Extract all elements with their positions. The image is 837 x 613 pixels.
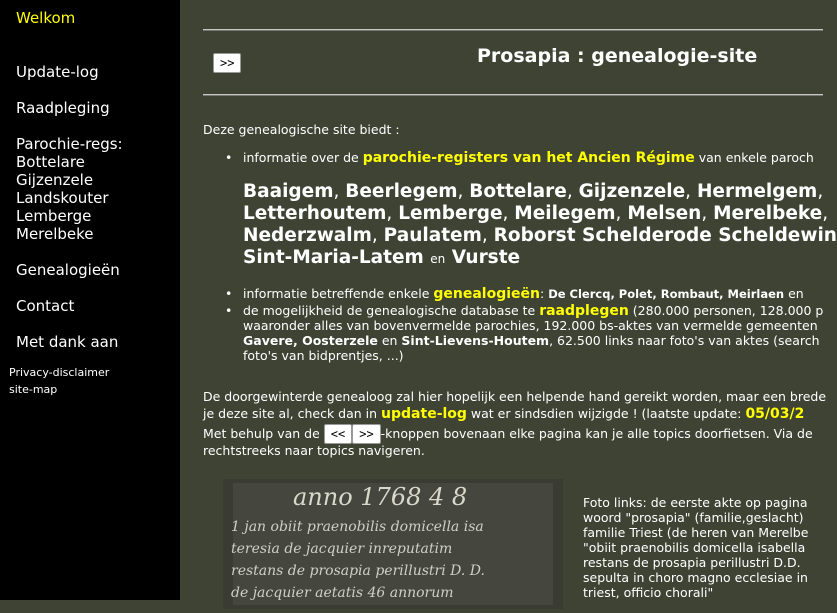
handwriting-line: teresia de jacquier inreputatim (231, 541, 453, 557)
sitemap-link[interactable]: site-map (9, 383, 58, 396)
intro-text: Deze genealogische site biedt : (203, 122, 400, 137)
bullet-text: de mogelijkheid de genealogische database te (243, 303, 540, 318)
bullet-text: informatie betreffende enkele (243, 286, 434, 301)
bullet-text: en (784, 286, 804, 301)
sidebar-item-consultation[interactable]: Raadpleging (16, 99, 110, 117)
parish-links-row-3: Nederzwalm, Paulatem, Roborst Schelderode Scheldewin (243, 225, 837, 246)
handwriting-image (223, 479, 563, 609)
parish-link-nederzwalm[interactable]: Nederzwalm (243, 225, 372, 246)
sidebar-item-thanks[interactable]: Met dank aan (16, 333, 119, 351)
handwriting-line: 1 jan obiit praenobilis domicella isa (231, 519, 484, 535)
sidebar-item-parish-merelbeke[interactable]: Merelbeke (16, 225, 94, 243)
bullet-text: : (540, 286, 549, 301)
sidebar-item-parish-title[interactable]: Parochie-regs: (16, 135, 123, 153)
next-page-button[interactable]: >> (213, 53, 241, 73)
parish-link-gijzenzele[interactable]: Gijzenzele (578, 181, 686, 202)
sidebar-item-contact[interactable]: Contact (16, 297, 75, 315)
sidebar-item-welcome[interactable]: Welkom (16, 9, 76, 27)
paragraph-line-4: rechtstreeks naar topics navigeren. (203, 443, 425, 458)
sidebar-item-parish-gijzenzele[interactable]: Gijzenzele (16, 171, 94, 189)
database-line-3 (243, 333, 820, 348)
paragraph-line-2 (203, 406, 804, 422)
caption-line: woord "prosapia" (familie,geslacht) (583, 510, 804, 525)
paragraph-text: Met behulp van de (203, 426, 324, 441)
parish-links-row-1: Baaigem, Beerlegem, Bottelare, Gijzenzele, Hermelgem, (243, 181, 824, 202)
database-line-4: foto's van bidprentjes, ...) (243, 348, 404, 363)
sidebar-item-parish-lemberge[interactable]: Lemberge (16, 207, 92, 225)
parish-registers-link[interactable]: parochie-registers van het Ancien Régime (362, 150, 695, 166)
gavere-oosterzele-link[interactable]: Gavere, Oosterzele (243, 333, 378, 348)
main-content (180, 0, 837, 601)
top-divider (203, 29, 823, 31)
caption-line: Foto links: de eerste akte op pagina (583, 495, 808, 510)
example-prev-button[interactable]: << (324, 424, 352, 444)
caption-line: triest, officio chorali" (583, 585, 714, 600)
caption-line: "obiit praenobilis domicella isabella (583, 540, 806, 555)
parish-links-row-2: Letterhoutem, Lemberge, Meilegem, Melsen, Merelbeke, (243, 203, 829, 224)
bullet-text: , 62.500 links naar foto's van aktes (search (549, 333, 820, 348)
parish-link-roborst[interactable]: Roborst (493, 225, 576, 246)
sidebar (0, 0, 180, 600)
header-divider (203, 94, 823, 96)
paragraph-text: -knoppen bovenaan elke pagina kan je alle topics doorfietsen. Via de (380, 426, 813, 441)
sint-lievens-houtem-link[interactable]: Sint-Lievens-Houtem (401, 333, 550, 348)
caption-line: restans de prosapia perillustri D.D. (583, 555, 801, 570)
parish-link-letterhoutem[interactable]: Letterhoutem (243, 203, 387, 224)
parish-link-baaigem[interactable]: Baaigem (243, 181, 334, 202)
paragraph-text: je deze site al, check dan in (203, 406, 382, 421)
bullet-database (243, 303, 823, 319)
update-log-link[interactable]: update-log (381, 406, 467, 422)
handwriting-line: restans de prosapia perillustri D. D. (231, 563, 485, 579)
parish-link-bottelare[interactable]: Bottelare (469, 181, 567, 202)
parish-link-merelbeke[interactable]: Merelbeke (713, 203, 823, 224)
bullet-genealogies (243, 286, 804, 302)
example-next-button[interactable]: >> (352, 424, 380, 444)
register-photo (223, 479, 563, 609)
sidebar-item-parish-bottelare[interactable]: Bottelare (16, 153, 85, 171)
paragraph-line-1: De doorgewinterde genealoog zal hier hopelijk een helpende hand gereikt worden, maar een brede (203, 389, 827, 404)
parish-links-and: en (430, 252, 446, 266)
parish-link-hermelgem[interactable]: Hermelgem (696, 181, 818, 202)
caption-line: familie Triest (de heren van Merelbe (583, 525, 809, 540)
parish-links-row-4 (243, 247, 520, 270)
bullet-parish-registers (243, 150, 814, 166)
parish-link-paulatem[interactable]: Paulatem (383, 225, 482, 246)
bullet-text: en (377, 333, 402, 348)
parish-link-melsen[interactable]: Melsen (627, 203, 702, 224)
parish-link-beerlegem[interactable]: Beerlegem (345, 181, 458, 202)
parish-link-vurste[interactable]: Vurste (451, 247, 521, 268)
privacy-disclaimer-link[interactable]: Privacy-disclaimer (9, 366, 110, 379)
bullet-text: van enkele paroch (694, 150, 814, 165)
sidebar-item-parish-landskouter[interactable]: Landskouter (16, 189, 109, 207)
paragraph-text: wat er sindsdien wijzigde ! (laatste update: (466, 406, 746, 421)
sidebar-item-update-log[interactable]: Update-log (16, 63, 99, 81)
bullet-text: (280.000 personen, 128.000 p (628, 303, 824, 318)
parish-link-meilegem[interactable]: Meilegem (514, 203, 616, 224)
sidebar-item-genealogies[interactable]: Genealogieën (16, 261, 120, 279)
page-title: Prosapia : genealogie-site (477, 45, 758, 67)
parish-link-lemberge[interactable]: Lemberge (398, 203, 503, 224)
bullet-text: informatie over de (243, 150, 363, 165)
caption-line: sepulta in choro magno ecclesiae in (583, 570, 808, 585)
genealogy-names[interactable]: De Clercq, Polet, Rombaut, Meirlaen (548, 287, 785, 301)
parish-link-schelderode[interactable]: Schelderode (582, 225, 712, 246)
genealogies-link[interactable]: genealogieën (433, 286, 540, 302)
database-line-2: waaronder alles van bovenvermelde parochies, 192.000 bs-aktes van vermelde gemeenten (243, 318, 818, 333)
parish-link-sint-maria-latem[interactable]: Sint-Maria-Latem (243, 247, 424, 268)
handwriting-line: de jacquier aetatis 46 annorum (231, 585, 454, 601)
consult-link[interactable]: raadplegen (539, 303, 629, 319)
parish-link-scheldewindeke[interactable]: Scheldewin (718, 225, 837, 246)
handwriting-line: anno 1768 4 8 (293, 483, 468, 511)
paragraph-line-3 (203, 424, 813, 444)
last-update-date: 05/03/2 (745, 406, 805, 422)
